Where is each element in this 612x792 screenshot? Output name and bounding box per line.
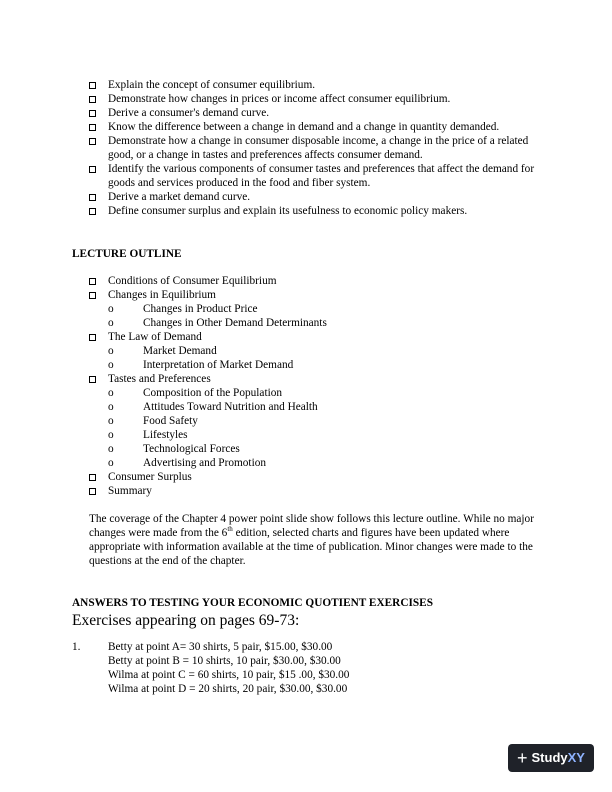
objective-text: Identify the various components of consumer tastes and preferences that affect the demand for goods and services produced in the food and fiber system.: [108, 163, 535, 189]
checkbox-bullet-icon: [89, 334, 96, 341]
circle-bullet-icon: o: [108, 387, 114, 399]
outline-subitem-label: Advertising and Promotion: [143, 457, 267, 469]
checkbox-bullet-icon: [89, 278, 96, 285]
outline-subitem: [89, 302, 529, 316]
outline-item: [89, 470, 529, 484]
outline-item-label: Conditions of Consumer Equilibrium: [108, 275, 277, 287]
objective-item: [89, 120, 549, 134]
outline-item-label: Summary: [108, 485, 152, 497]
checkbox-bullet-icon: [89, 474, 96, 481]
checkbox-bullet-icon: [89, 166, 96, 173]
outline-item-label: Tastes and Preferences: [108, 373, 211, 385]
badge-brand-xy: XY: [567, 750, 585, 765]
paragraph-text-start: The coverage of the Chapter 4 power point slide show follows this lecture outline. While no major changes were made from the 6: [89, 513, 534, 539]
objective-text: Demonstrate how changes in prices or income affect consumer equilibrium.: [108, 93, 451, 105]
outline-subitem: [89, 428, 529, 442]
badge-brand-study: Study: [531, 750, 568, 765]
outline-subitem-label: Changes in Product Price: [143, 303, 258, 315]
circle-bullet-icon: o: [108, 415, 114, 427]
outline-subitem-label: Market Demand: [143, 345, 217, 357]
answer-line: Betty at point B = 10 shirts, 10 pair, $30.00, $30.00: [108, 655, 341, 667]
outline-subitem-label: Attitudes Toward Nutrition and Health: [143, 401, 318, 413]
lecture-outline-heading: LECTURE OUTLINE: [72, 248, 182, 260]
objective-item: [89, 78, 549, 92]
circle-bullet-icon: o: [108, 317, 114, 329]
plus-icon: +: [517, 748, 528, 768]
coverage-paragraph: [89, 512, 544, 568]
outline-subitem: [89, 414, 529, 428]
circle-bullet-icon: o: [108, 443, 114, 455]
checkbox-bullet-icon: [89, 488, 96, 495]
lecture-outline: [89, 274, 529, 498]
outline-item: [89, 372, 529, 386]
outline-subitem-label: Lifestyles: [143, 429, 188, 441]
objective-item: [89, 190, 549, 204]
answer-number: 1.: [72, 641, 81, 653]
answer-line: Wilma at point C = 60 shirts, 10 pair, $15 .00, $30.00: [108, 669, 350, 681]
outline-subitem: [89, 400, 529, 414]
objective-text: Define consumer surplus and explain its usefulness to economic policy makers.: [108, 205, 468, 217]
outline-item-label: Consumer Surplus: [108, 471, 192, 483]
outline-subitem-label: Changes in Other Demand Determinants: [143, 317, 327, 329]
outline-subitem: [89, 456, 529, 470]
circle-bullet-icon: o: [108, 303, 114, 315]
checkbox-bullet-icon: [89, 376, 96, 383]
answer-lines: [108, 640, 468, 696]
circle-bullet-icon: o: [108, 401, 114, 413]
outline-item: [89, 274, 529, 288]
outline-subitem: [89, 442, 529, 456]
ordinal-suffix: th: [227, 525, 233, 534]
paragraph-text-end: edition, selected charts and figures have been updated where appropriate with information available at the time of publication. Minor changes were made to the questions at the end of the chapter.: [89, 527, 533, 567]
checkbox-bullet-icon: [89, 194, 96, 201]
outline-subitem: [89, 316, 529, 330]
outline-subitem: [89, 386, 529, 400]
answer-line: Betty at point A= 30 shirts, 5 pair, $15.00, $30.00: [108, 641, 333, 653]
checkbox-bullet-icon: [89, 82, 96, 89]
objective-text: Derive a market demand curve.: [108, 191, 251, 203]
answer-line: Wilma at point D = 20 shirts, 20 pair, $30.00, $30.00: [108, 683, 348, 695]
objective-text: Know the difference between a change in demand and a change in quantity demanded.: [108, 121, 500, 133]
checkbox-bullet-icon: [89, 292, 96, 299]
objective-text: Demonstrate how a change in consumer disposable income, a change in the price of a related good, or a change in tastes and preferences affects consumer demand.: [108, 135, 529, 161]
exercises-subheading: Exercises appearing on pages 69-73:: [72, 612, 300, 629]
objective-text: Derive a consumer's demand curve.: [108, 107, 270, 119]
outline-subitem: [89, 344, 529, 358]
outline-subitem-label: Food Safety: [143, 415, 198, 427]
objective-text: Explain the concept of consumer equilibrium.: [108, 79, 316, 91]
objectives-list: [89, 78, 549, 218]
outline-item-label: Changes in Equilibrium: [108, 289, 216, 301]
answers-heading: ANSWERS TO TESTING YOUR ECONOMIC QUOTIENT EXERCISES: [72, 597, 433, 609]
outline-item-label: The Law of Demand: [108, 331, 202, 343]
objective-item: [89, 92, 549, 106]
outline-subitem: [89, 358, 529, 372]
outline-subitem-label: Composition of the Population: [143, 387, 283, 399]
checkbox-bullet-icon: [89, 124, 96, 131]
objective-item: [89, 134, 549, 162]
outline-subitem-label: Technological Forces: [143, 443, 240, 455]
checkbox-bullet-icon: [89, 138, 96, 145]
objective-item: [89, 162, 549, 190]
checkbox-bullet-icon: [89, 96, 96, 103]
outline-item: [89, 330, 529, 344]
outline-subitem-label: Interpretation of Market Demand: [143, 359, 294, 371]
objective-item: [89, 204, 549, 218]
studyxy-badge[interactable]: [508, 744, 594, 772]
outline-item: [89, 288, 529, 302]
outline-item: [89, 484, 529, 498]
circle-bullet-icon: o: [108, 345, 114, 357]
circle-bullet-icon: o: [108, 457, 114, 469]
checkbox-bullet-icon: [89, 110, 96, 117]
circle-bullet-icon: o: [108, 429, 114, 441]
checkbox-bullet-icon: [89, 208, 96, 215]
objective-item: [89, 106, 549, 120]
circle-bullet-icon: o: [108, 359, 114, 371]
